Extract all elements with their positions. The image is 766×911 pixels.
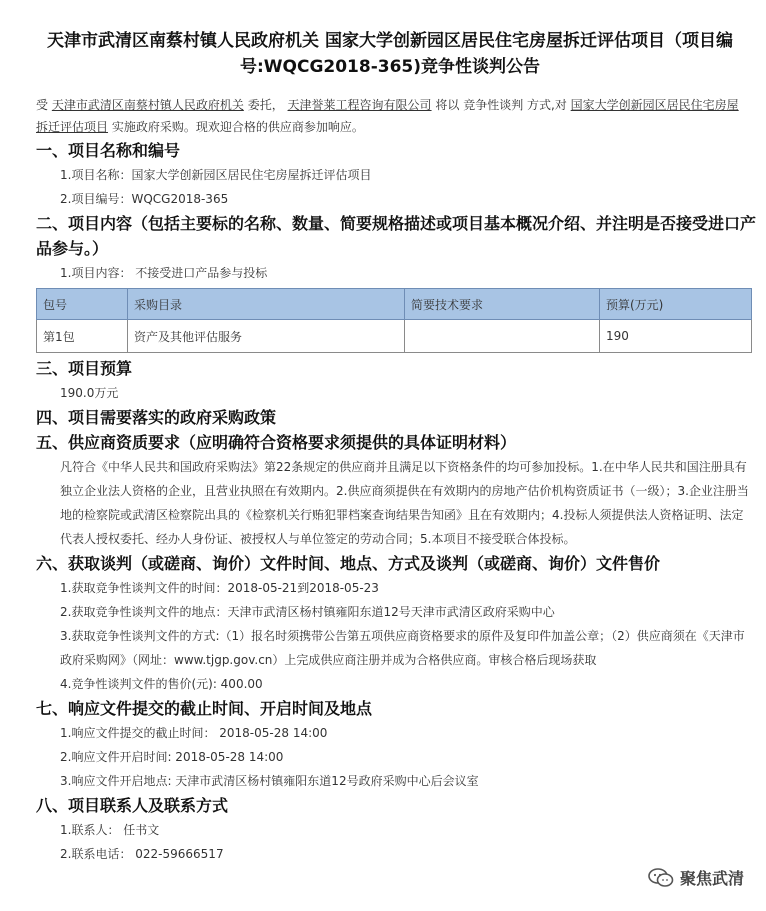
table-cell: 190 xyxy=(600,320,752,353)
table-row xyxy=(37,320,752,353)
intro-text-3: 将以 竞争性谈判 方式,对 xyxy=(435,98,567,112)
table-header-cell: 包号 xyxy=(37,289,128,320)
intro-text-2: 委托， xyxy=(247,98,284,112)
section-7-item-2: 2.响应文件开启时间: 2018-05-28 14:00 xyxy=(60,750,284,764)
section-8-heading: 八、项目联系人及联系方式 xyxy=(36,796,229,815)
agency-name: 天津誉莱工程咨询有限公司 xyxy=(287,98,432,112)
entrusting-party: 天津市武清区南蔡村镇人民政府机关 xyxy=(51,98,244,112)
section-8-item-2: 2.联系电话： 022-59666517 xyxy=(60,847,224,861)
table-header-cell: 采购目录 xyxy=(128,289,405,320)
section-1-item-1: 1.项目名称：国家大学创新园区居民住宅房屋拆迁评估项目 xyxy=(60,168,372,182)
watermark xyxy=(648,866,744,889)
section-3-heading: 三、项目预算 xyxy=(36,359,133,378)
section-1-heading: 一、项目名称和编号 xyxy=(36,141,181,160)
project-name: 国家大学创新园区居民住宅房屋拆迁评估项目 xyxy=(36,98,739,134)
section-1-item-2: 2.项目编号：WQCG2018-365 xyxy=(60,192,229,206)
section-5-text: 凡符合《中华人民共和国政府采购法》第22条规定的供应商并且满足以下资格条件的均可参加投标。1.在中华人民共和国注册具有独立企业法人资格的企业，且营业执照在有效期内。2.供应商须提供在有效期内的房地产估价机构资质证书（一级）；3.企业注册当地的检察院或武清区检察院出具的《检察机关行贿犯罪档案查询结果告知函》且在有效期内；4.投标人须提供法人资格证明、法定代表人授权委托、经办人身份证、被授权人与单位签定的劳动合同；5.本项目不接受联合体投标。 xyxy=(60,460,749,546)
section-6-item-1: 1.获取竞争性谈判文件的时间：2018-05-21到2018-05-23 xyxy=(60,581,379,595)
watermark-text: 聚焦武清 xyxy=(679,869,744,888)
table-cell xyxy=(405,320,600,353)
section-7-item-1: 1.响应文件提交的截止时间： 2018-05-28 14:00 xyxy=(60,726,328,740)
section-4-heading: 四、项目需要落实的政府采购政策 xyxy=(36,408,277,427)
page-title: 天津市武清区南蔡村镇人民政府机关 国家大学创新园区居民住宅房屋拆迁评估项目（项目编号:WQCG2018-365)竞争性谈判公告 xyxy=(47,31,733,77)
intro-text-1: 受 xyxy=(36,98,49,112)
section-6-item-3: 3.获取竞争性谈判文件的方式:（1）报名时须携带公告第五项供应商资格要求的原件及复印件加盖公章；（2）供应商须在《天津市政府采购网》（网址：www.tjgp.gov.cn）上完成供应商注册并成为合格供应商。审核合格后现场获取 xyxy=(60,629,745,667)
wechat-icon xyxy=(648,868,674,888)
budget-table xyxy=(36,288,752,353)
section-3-value: 190.0万元 xyxy=(60,386,119,400)
section-2-heading: 二、项目内容（包括主要标的名称、数量、简要规格描述或项目基本概况介绍、并注明是否接受进口产品参与。） xyxy=(36,214,757,258)
table-header-row xyxy=(37,289,752,320)
section-2-item-1: 1.项目内容： 不接受进口产品参与投标 xyxy=(60,266,268,280)
section-7-heading: 七、响应文件提交的截止时间、开启时间及地点 xyxy=(36,699,373,718)
section-7-item-3: 3.响应文件开启地点: 天津市武清区杨村镇雍阳东道12号政府采购中心后会议室 xyxy=(60,774,479,788)
intro-text-4: 实施政府采购。现欢迎合格的供应商参加响应。 xyxy=(111,120,364,134)
section-6-item-2: 2.获取竞争性谈判文件的地点：天津市武清区杨村镇雍阳东道12号天津市武清区政府采购中心 xyxy=(60,605,555,619)
section-6-heading: 六、获取谈判（或磋商、询价）文件时间、地点、方式及谈判（或磋商、询价）文件售价 xyxy=(36,554,661,573)
table-header-cell: 简要技术要求 xyxy=(405,289,600,320)
table-header-cell: 预算(万元) xyxy=(600,289,752,320)
table-cell: 资产及其他评估服务 xyxy=(128,320,405,353)
intro-paragraph xyxy=(36,94,750,138)
section-6-item-4: 4.竞争性谈判文件的售价(元): 400.00 xyxy=(60,677,263,691)
section-8-item-1: 1.联系人： 任书文 xyxy=(60,823,160,837)
table-cell: 第1包 xyxy=(37,320,128,353)
section-5-heading: 五、供应商资质要求（应明确符合资格要求须提供的具体证明材料） xyxy=(36,433,517,452)
